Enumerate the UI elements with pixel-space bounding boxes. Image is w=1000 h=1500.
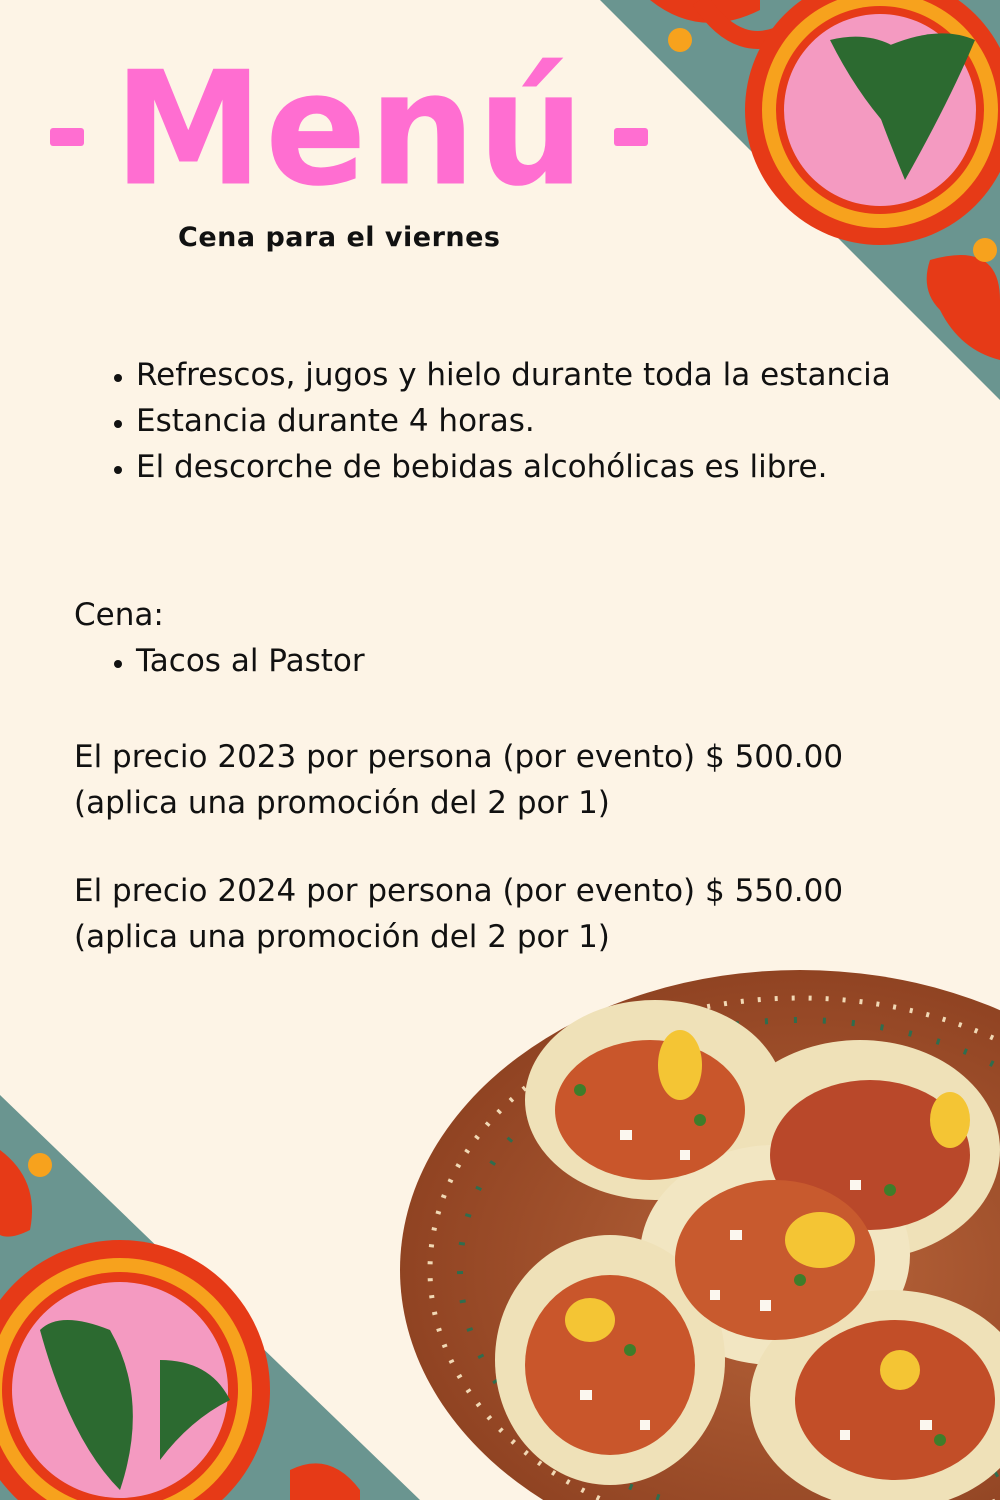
list-item: • El descorche de bebidas alcohólicas es libre.: [136, 444, 996, 490]
menu-subtitle: Cena para el viernes: [178, 222, 501, 253]
list-item: • Estancia durante 4 horas.: [136, 398, 996, 444]
price-2024: [74, 868, 934, 960]
dinner-list: [74, 638, 365, 684]
price-2023: [74, 734, 934, 826]
price-line: El precio 2023 por persona (por evento) $ 500.00: [74, 739, 844, 775]
menu-title: Menú: [113, 38, 587, 222]
title-ornament-right: [614, 128, 648, 146]
promo-note: (aplica una promoción del 2 por 1): [74, 785, 610, 821]
list-item: • Refrescos, jugos y hielo durante toda la estancia: [136, 352, 996, 398]
tacos-plate-image: [380, 970, 1000, 1500]
list-item: • Tacos al Pastor: [136, 638, 365, 684]
perks-list: [74, 352, 996, 490]
promo-note: (aplica una promoción del 2 por 1): [74, 919, 610, 955]
price-line: El precio 2024 por persona (por evento) $ 550.00: [74, 873, 844, 909]
title-ornament-left: [50, 128, 84, 146]
dinner-label: Cena:: [74, 597, 164, 633]
